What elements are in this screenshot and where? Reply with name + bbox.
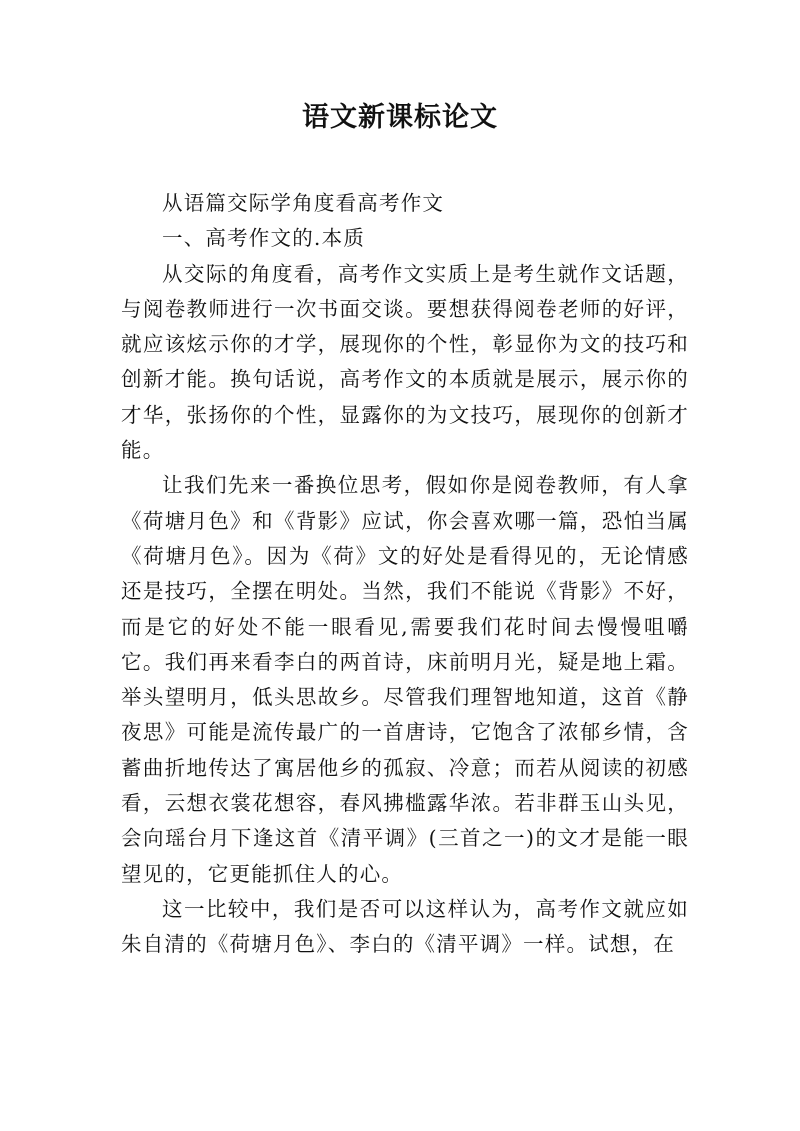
body-paragraph: 从交际的角度看，高考作文实质上是考生就作文话题，与阅卷教师进行一次书面交谈。要想获得阅卷老师的好评，就应该炫示你的才学，展现你的个性，彰显你为文的技巧和创新才能。换句话说，高考作文的本质就是展示，展示你的才华，张扬你的个性，显露你的为文技巧，展现你的创新才能。 [121,261,689,463]
body-paragraph: 这一比较中，我们是否可以这样认为，高考作文就应如朱自清的《荷塘月色》、李白的《清平调》一样。试想，在 [121,896,689,957]
document-title: 语文新课标论文 [302,102,498,133]
section-heading: 一、高考作文的.本质 [162,226,366,251]
body-paragraph: 让我们先来一番换位思考，假如你是阅卷教师，有人拿《荷塘月色》和《背影》应试，你会喜欢哪一篇，恐怕当属《荷塘月色》。因为《荷》文的好处是看得见的，无论情感还是技巧，全摆在明处。当然，我们不能说《背影》不好，而是它的好处不能一眼看见,需要我们花时间去慢慢咀嚼它。我们再来看李白的两首诗，床前明月光，疑是地上霜。举头望明月，低头思故乡。尽管我们理智地知道，这首《静夜思》可能是流传最广的一首唐诗，它饱含了浓郁乡情，含蓄曲折地传达了寓居他乡的孤寂、冷意；而若从阅读的初感看，云想衣裳花想容，春风拂槛露华浓。若非群玉山头见，会向瑶台月下逢这首《清平调》(三首之一)的文才是能一眼望见的，它更能抓住人的心。 [121,473,689,886]
document-body [121,186,689,963]
subtitle-paragraph: 从语篇交际学角度看高考作文 [162,191,445,215]
